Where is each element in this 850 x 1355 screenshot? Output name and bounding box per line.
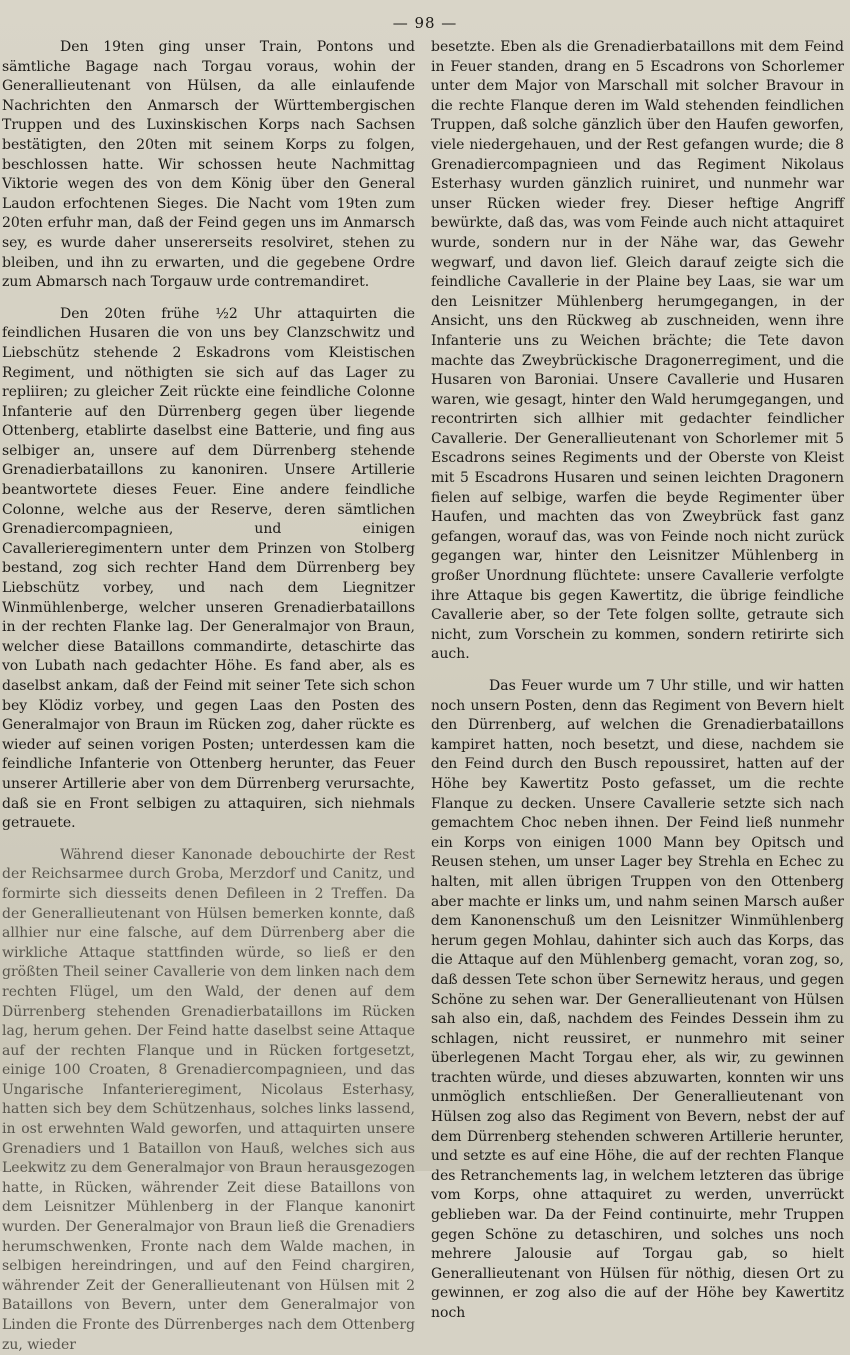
right-column — [431, 38, 844, 1321]
page-number: — 98 — — [392, 14, 458, 32]
left-column — [2, 38, 415, 1353]
text-columns — [2, 38, 844, 1353]
paragraph: Während dieser Kanonade debouchirte der Rest der Reichsarmee durch Groba, Merzdorf und Canitz, und formirte sich diesseits denen Defileen in 2 Treffen. Da der Generallieutenant von Hülsen bemerken konnte, daß allhier nur eine falsche, auf dem Dürrenberg aber die wirkliche Attaque stattfinden würde, so ließ er den größten Theil seiner Cavallerie von dem linken nach dem rechten Flügel, um den Wald, der denen auf dem Dürrenberg stehenden Grenadierbataillons im Rücken lag, herum gehen. Der Feind hatte daselbst seine Attaque auf der rechten Flanque und in Rücken fortgesetzt, einige 100 Croaten, 8 Grenadiercompagnieen, und das Ungarische Infanterieregiment, Nicolaus Esterhasy, hatten sich bey dem Schützenhaus, solches links lassend, in ost erwehnten Wald geworfen, und attaquirten unsere Grenadiers und 1 Bataillon von Hauß, welches sich aus Leekwitz zu dem Generalmajor von Braun herausgezogen hatte, in Rücken, währender Zeit diese Bataillons von dem Leisnitzer Mühlenberg in der Flanque kanonirt wurden. Der Generalmajor von Braun ließ die Grenadiers herumschwenken, Fronte nach dem Walde machen, in selbigen hereindringen, und auf den Feind chargiren, währender Zeit der Generallieutenant von Hülsen mit 2 Bataillons von Bevern, unter dem Generalmajor von Linden die Fronte des Dürrenberges nach dem Ottenberg zu, wieder — [2, 846, 415, 1353]
paragraph: Den 19ten ging unser Train, Pontons und sämtliche Bagage nach Torgau voraus, wohin der Generallieutenant von Hülsen, da alle einlaufende Nachrichten den Anmarsch der Württembergischen Truppen und des Luxinskischen Korps nach Sachsen bestätigten, den 20ten mit seinem Korps zu folgen, beschlossen hatte. Wir schossen heute Nachmittag Viktorie wegen des von dem König über den General Laudon erfochtenen Sieges. Die Nacht vom 19ten zum 20ten erfuhr man, daß der Feind gegen uns im Anmarsch sey, es wurde daher unsererseits resolviret, stehen zu bleiben, und ihn zu erwarten, und die gegebene Ordre zum Abmarsch nach Torgauw urde contremandiret. — [2, 39, 415, 291]
paragraph: Den 20ten frühe ½2 Uhr attaquirten die feindlichen Husaren die von uns bey Clanzschwitz und Liebschütz stehende 2 Eskadrons vom Kleistischen Regiment, und nöthigten sie sich auf das Lager zu repliiren; zu gleicher Zeit rückte eine feindliche Colonne Infanterie auf den Dürrenberg gegen über liegende Ottenberg, etablirte daselbst eine Batterie, und fing aus selbiger an, unsere auf dem Dürrenberg stehende Grenadierbataillons zu kanoniren. Unsere Artillerie beantwortete dieses Feuer. Eine andere feindliche Colonne, welche aus der Reserve, deren sämtlichen Grenadiercompagnieen, und einigen Cavallerieregimentern unter dem Prinzen von Stolberg bestand, zog sich rechter Hand dem Dürrenberg bey Liebschütz vorbey, und nach dem Liegnitzer Winmühlenberge, welcher unseren Grenadierbataillons in der rechten Flanke lag. Der Generalmajor von Braun, welcher diese Bataillons commandirte, detaschirte das von Lubath nach gedachter Höhe. Es fand aber, als es daselbst ankam, daß der Feind mit seiner Tete sich schon bey Klödiz vorbey, und gegen Laas den Posten des Generalmajor von Braun im Rücken zog, daher rückte es wieder auf seinen vorigen Posten; unterdessen kam die feindliche Infanterie von Ottenberg herunter, das Feuer unserer Artillerie aber von dem Dürrenberg verursachte, daß sie en Front selbigen zu attaquiren, sich niehmals getrauete. — [2, 305, 415, 832]
paragraph: besetzte. Eben als die Grenadierbataillons mit dem Feind in Feuer standen, drang en 5 Escadrons von Schorlemer unter dem Major von Marschall mit solcher Bravour in die rechte Flanque deren im Wald stehenden feindlichen Truppen, daß solche gänzlich über den Haufen geworfen, viele niedergehauen, und der Rest gefangen wurde; die 8 Grenadiercompagnieen und das Regiment Nikolaus Esterhasy wurden gänzlich ruiniret, und nunmehr war unser Rücken wieder frey. Dieser heftige Angriff bewürkte, daß das, was vom Feinde auch nicht attaquiret wurde, sondern nur in der Nähe war, das Gewehr wegwarf, und davon lief. Gleich darauf zeigte sich die feindliche Cavallerie in der Plaine bey Laas, sie war um den Leisnitzer Mühlenberg herumgegangen, in der Ansicht, uns den Rückweg ab zuschneiden, wenn ihre Infanterie uns zu Weichen brächte; die Tete davon machte das Zweybrückische Dragonerregiment, und die Husaren von Baroniai. Unsere Cavallerie und Husaren waren, wie gesagt, hinter den Wald herumgegangen, und recontrirten sich allhier mit gedachter feindlicher Cavallerie. Der Generallieutenant von Schorlemer mit 5 Escadrons seines Regiments und der Oberste von Kleist mit 5 Escadrons Husaren und seinen leichten Dragonern fielen auf selbige, warfen die beyde Regimenter über Haufen, und machten das von Zweybrück fast ganz gefangen, worauf das, was von Feinde noch nicht zurück gegangen war, hinter den Leisnitzer Mühlenberg in großer Unordnung flüchtete: unsere Cavallerie verfolgte ihre Attaque bis gegen Kawertitz, die übrige feindliche Cavallerie aber, so der Tete folgen sollte, getraute sich nicht, zum Vorschein zu kommen, sondern retirirte sich auch. — [431, 39, 844, 663]
paragraph: Das Feuer wurde um 7 Uhr stille, und wir hatten noch unsern Posten, denn das Regiment von Bevern hielt den Dürrenberg, auf welchen die Grenadierbataillons kampiret hatten, noch besetzt, und diese, nachdem sie den Feind durch den Busch repoussiret, hatten auf der Höhe bey Kawertitz Posto gefasset, um die rechte Flanque zu decken. Unsere Cavallerie setzte sich nach gemachtem Choc neben ihnen. Der Feind ließ nunmehr ein Korps von einigen 1000 Mann bey Opitsch und Reusen stehen, um unser Lager bey Strehla en Echec zu halten, mit allen übrigen Truppen von den Ottenberg aber machte er links um, und nahm seinen Marsch außer dem Kanonenschuß um den Leisnitzer Winmühlenberg herum gegen Mohlau, dahinter sich auch das Korps, das die Attaque auf den Mühlenberg gemacht, voran zog, so, daß dessen Tete schon über Sernewitz heraus, und gegen Schöne zu sehen war. Der Generallieutenant von Hülsen sah also ein, daß, nachdem des Feindes Dessein ihm zu schlagen, nicht reussiret, er nunmehro mit seiner überlegenen Macht Torgau eher, als wir, zu gewinnen trachten würde, und dieses abzuwarten, konnten wir uns unmöglich entschließen. Der Generallieutenant von Hülsen zog also das Regiment von Bevern, nebst der auf dem Dürrenberg stehenden schweren Artillerie herunter, und setzte es auf eine Höhe, die auf der rechten Flanque des Retranchements lag, in welchem letzteren das übrige vom Korps, ohne attaquiret zu werden, unverrückt geblieben war. Da der Feind continuirte, mehr Truppen gegen Schöne zu detaschiren, und solches uns noch mehrere Jalousie auf Torgau gab, so hielt Generallieutenant von Hülsen für nöthig, diesen Ort zu gewinnen, er zog also die auf der Höhe bey Kawertitz noch — [431, 678, 844, 1321]
